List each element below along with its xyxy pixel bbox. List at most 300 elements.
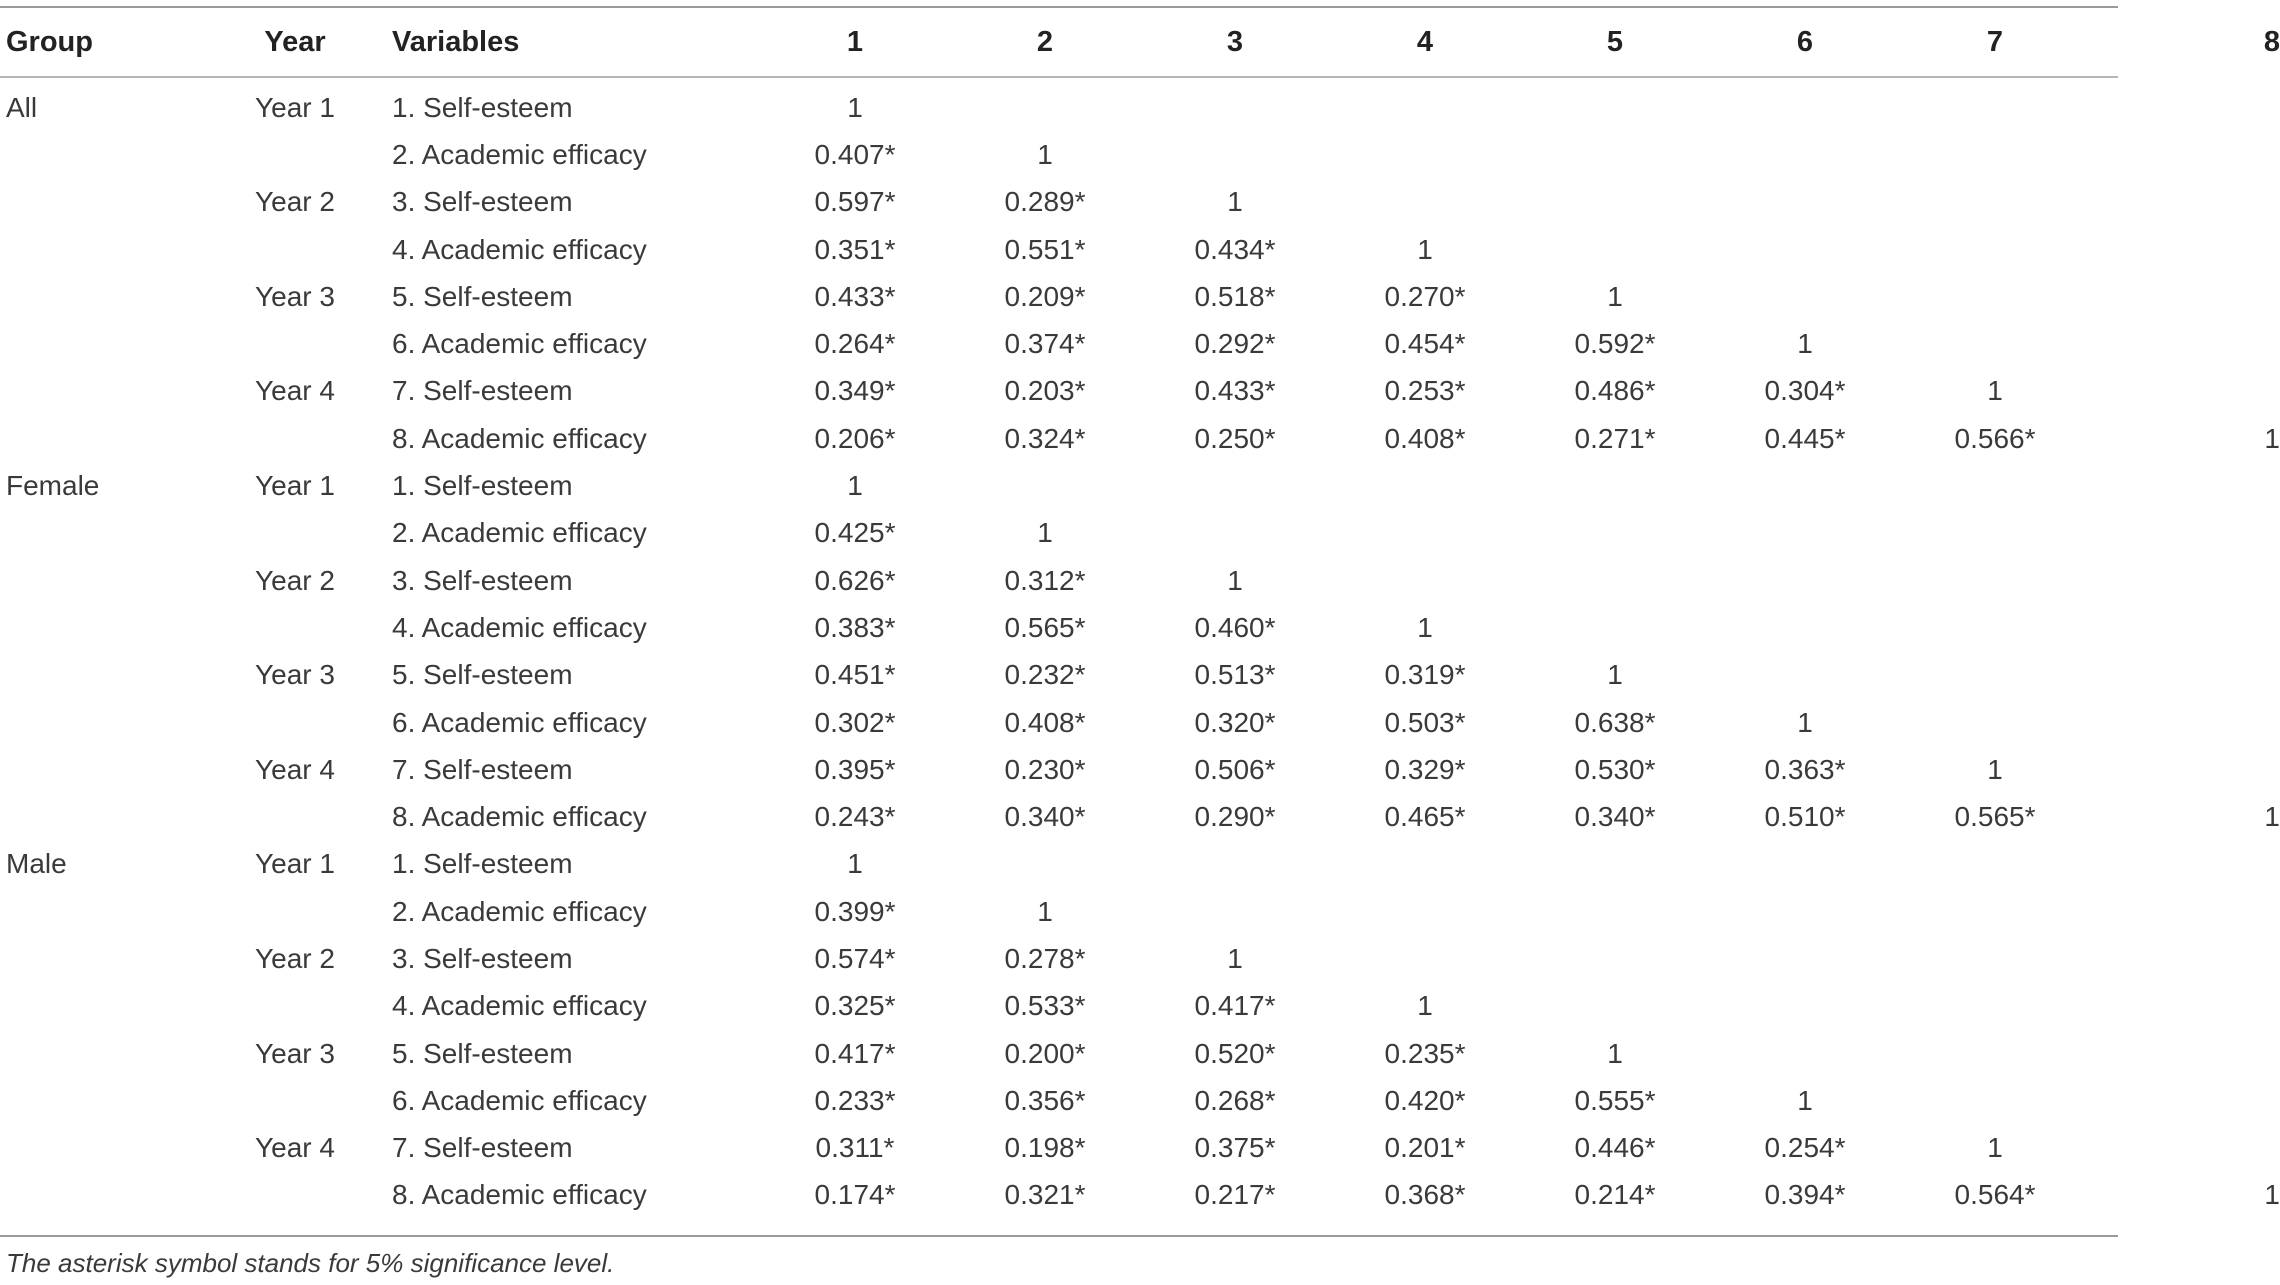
group-cell bbox=[0, 320, 200, 367]
header-col-8: 8 bbox=[2263, 25, 2280, 58]
table-row bbox=[0, 793, 2280, 840]
table-row bbox=[0, 604, 2280, 651]
correlation-cell: 1 bbox=[1607, 1037, 1623, 1069]
year-cell bbox=[200, 131, 390, 178]
correlation-cell bbox=[950, 76, 1140, 131]
correlation-cell bbox=[1520, 179, 1710, 226]
correlation-cell bbox=[1330, 462, 1520, 509]
correlation-cell: 0.203* bbox=[1004, 375, 1086, 407]
correlation-cell bbox=[1900, 273, 2090, 320]
year-cell: Year 2 bbox=[255, 942, 335, 974]
correlation-cell: 0.513* bbox=[1194, 659, 1276, 691]
correlation-cell: 0.311* bbox=[815, 1132, 895, 1164]
group-cell: Female bbox=[6, 470, 100, 502]
group-cell: Male bbox=[6, 848, 67, 880]
correlation-cell: 0.268* bbox=[1194, 1084, 1276, 1116]
correlation-cell bbox=[2090, 557, 2280, 604]
group-cell bbox=[0, 746, 200, 793]
correlation-cell bbox=[1140, 76, 1330, 131]
variable-cell: 2. Academic efficacy bbox=[392, 895, 647, 927]
correlation-cell: 0.510* bbox=[1764, 801, 1846, 833]
correlation-cell: 0.564* bbox=[1954, 1179, 2036, 1211]
correlation-cell bbox=[1520, 76, 1710, 131]
correlation-cell: 0.264* bbox=[814, 328, 896, 360]
correlation-cell bbox=[1900, 179, 2090, 226]
table-body bbox=[0, 76, 2280, 1219]
correlation-cell: 0.232* bbox=[1004, 659, 1086, 691]
correlation-cell bbox=[2090, 983, 2280, 1030]
year-cell: Year 2 bbox=[255, 564, 335, 596]
correlation-cell: 0.375* bbox=[1194, 1132, 1276, 1164]
group-cell bbox=[0, 557, 200, 604]
correlation-cell: 0.417* bbox=[1194, 990, 1276, 1022]
correlation-cell bbox=[1330, 76, 1520, 131]
correlation-cell bbox=[1520, 935, 1710, 982]
year-cell bbox=[200, 983, 390, 1030]
correlation-cell: 0.530* bbox=[1574, 753, 1656, 785]
year-cell bbox=[200, 699, 390, 746]
group-cell bbox=[0, 604, 200, 651]
correlation-cell bbox=[1710, 179, 1900, 226]
variable-cell: 1. Self-esteem bbox=[392, 848, 573, 880]
group-cell bbox=[0, 888, 200, 935]
variable-cell: 4. Academic efficacy bbox=[392, 233, 647, 265]
correlation-cell bbox=[2090, 746, 2280, 793]
correlation-cell: 1 bbox=[1227, 942, 1243, 974]
correlation-cell: 0.446* bbox=[1574, 1132, 1656, 1164]
correlation-cell: 1 bbox=[1227, 186, 1243, 218]
variable-cell: 5. Self-esteem bbox=[392, 659, 573, 691]
correlation-cell: 0.394* bbox=[1764, 1179, 1846, 1211]
correlation-cell bbox=[1520, 510, 1710, 557]
correlation-cell bbox=[1900, 462, 2090, 509]
table-row bbox=[0, 273, 2280, 320]
correlation-cell: 0.292* bbox=[1194, 328, 1276, 360]
correlation-cell: 1 bbox=[1987, 1132, 2003, 1164]
correlation-cell: 0.451* bbox=[814, 659, 896, 691]
group-cell bbox=[0, 652, 200, 699]
variable-cell: 6. Academic efficacy bbox=[392, 1084, 647, 1116]
correlation-cell: 0.503* bbox=[1384, 706, 1466, 738]
correlation-cell: 0.201* bbox=[1384, 1132, 1466, 1164]
year-cell bbox=[200, 1172, 390, 1219]
variable-cell: 1. Self-esteem bbox=[392, 470, 573, 502]
correlation-cell bbox=[2090, 131, 2280, 178]
group-cell bbox=[0, 699, 200, 746]
variable-cell: 5. Self-esteem bbox=[392, 1037, 573, 1069]
correlation-cell: 1 bbox=[1987, 753, 2003, 785]
group-cell bbox=[0, 368, 200, 415]
table-row bbox=[0, 76, 2280, 131]
group-cell bbox=[0, 273, 200, 320]
year-cell: Year 3 bbox=[255, 659, 335, 691]
group-cell bbox=[0, 1030, 200, 1077]
correlation-cell bbox=[2090, 935, 2280, 982]
correlation-cell bbox=[2090, 462, 2280, 509]
correlation-cell bbox=[1900, 983, 2090, 1030]
correlation-cell: 0.626* bbox=[814, 564, 896, 596]
correlation-cell: 0.217* bbox=[1194, 1179, 1276, 1211]
correlation-cell: 0.551* bbox=[1004, 233, 1086, 265]
correlation-cell bbox=[1330, 179, 1520, 226]
correlation-cell bbox=[1520, 604, 1710, 651]
correlation-cell: 0.445* bbox=[1764, 422, 1846, 454]
correlation-cell: 0.351* bbox=[814, 233, 896, 265]
table-row bbox=[0, 746, 2280, 793]
correlation-cell bbox=[1140, 131, 1330, 178]
correlation-cell bbox=[1140, 462, 1330, 509]
group-cell bbox=[0, 983, 200, 1030]
group-cell bbox=[0, 131, 200, 178]
correlation-cell: 0.319* bbox=[1384, 659, 1466, 691]
correlation-cell: 1 bbox=[847, 470, 863, 502]
correlation-cell bbox=[1900, 510, 2090, 557]
correlation-cell: 0.454* bbox=[1384, 328, 1466, 360]
year-cell: Year 3 bbox=[255, 280, 335, 312]
correlation-cell: 0.417* bbox=[814, 1037, 896, 1069]
correlation-cell: 0.198* bbox=[1004, 1132, 1086, 1164]
correlation-cell bbox=[2090, 179, 2280, 226]
header-year: Year bbox=[264, 25, 326, 58]
year-cell bbox=[200, 415, 390, 462]
correlation-cell: 0.235* bbox=[1384, 1037, 1466, 1069]
table-row bbox=[0, 179, 2280, 226]
year-cell bbox=[200, 1077, 390, 1124]
correlation-cell: 0.206* bbox=[814, 422, 896, 454]
correlation-cell: 0.304* bbox=[1764, 375, 1846, 407]
correlation-cell bbox=[1710, 76, 1900, 131]
variable-cell: 3. Self-esteem bbox=[392, 186, 573, 218]
correlation-cell: 0.340* bbox=[1004, 801, 1086, 833]
correlation-cell: 0.555* bbox=[1574, 1084, 1656, 1116]
correlation-cell: 1 bbox=[847, 91, 863, 123]
correlation-cell: 1 bbox=[2264, 422, 2280, 454]
correlation-cell: 0.638* bbox=[1574, 706, 1656, 738]
correlation-cell: 0.395* bbox=[814, 753, 896, 785]
correlation-cell: 0.408* bbox=[1384, 422, 1466, 454]
group-cell: All bbox=[6, 91, 38, 123]
correlation-cell: 1 bbox=[1417, 611, 1433, 643]
variable-cell: 2. Academic efficacy bbox=[392, 517, 647, 549]
correlation-cell bbox=[1900, 131, 2090, 178]
group-cell bbox=[0, 179, 200, 226]
correlation-cell: 0.520* bbox=[1194, 1037, 1276, 1069]
header-col-2: 2 bbox=[1036, 25, 1054, 58]
correlation-cell bbox=[1330, 841, 1520, 888]
correlation-cell bbox=[1900, 76, 2090, 131]
correlation-cell: 0.230* bbox=[1004, 753, 1086, 785]
correlation-cell bbox=[1330, 557, 1520, 604]
correlation-cell: 0.289* bbox=[1004, 186, 1086, 218]
correlation-cell: 0.408* bbox=[1004, 706, 1086, 738]
correlation-cell bbox=[1710, 131, 1900, 178]
correlation-cell: 1 bbox=[2264, 1179, 2280, 1211]
correlation-cell: 0.325* bbox=[814, 990, 896, 1022]
correlation-cell bbox=[1330, 935, 1520, 982]
correlation-cell: 0.574* bbox=[814, 942, 896, 974]
header-group: Group bbox=[6, 25, 93, 58]
correlation-cell bbox=[2090, 76, 2280, 131]
correlation-cell bbox=[2090, 604, 2280, 651]
correlation-cell: 0.506* bbox=[1194, 753, 1276, 785]
correlation-cell: 0.592* bbox=[1574, 328, 1656, 360]
correlation-cell bbox=[1710, 462, 1900, 509]
variable-cell: 7. Self-esteem bbox=[392, 753, 573, 785]
table-row bbox=[0, 415, 2280, 462]
variable-cell: 4. Academic efficacy bbox=[392, 611, 647, 643]
correlation-cell: 0.329* bbox=[1384, 753, 1466, 785]
correlation-cell: 0.270* bbox=[1384, 280, 1466, 312]
correlation-cell: 1 bbox=[1987, 375, 2003, 407]
year-cell: Year 1 bbox=[255, 91, 335, 123]
correlation-cell: 1 bbox=[1227, 564, 1243, 596]
table-row bbox=[0, 841, 2280, 888]
correlation-cell: 0.433* bbox=[1194, 375, 1276, 407]
correlation-cell: 0.465* bbox=[1384, 801, 1466, 833]
correlation-cell bbox=[1900, 320, 2090, 367]
correlation-cell bbox=[950, 462, 1140, 509]
variable-cell: 3. Self-esteem bbox=[392, 942, 573, 974]
correlation-cell: 0.565* bbox=[1954, 801, 2036, 833]
correlation-cell bbox=[1900, 699, 2090, 746]
correlation-cell: 0.243* bbox=[814, 801, 896, 833]
year-cell: Year 1 bbox=[255, 848, 335, 880]
correlation-cell: 1 bbox=[1417, 233, 1433, 265]
correlation-cell bbox=[1710, 557, 1900, 604]
correlation-cell: 0.356* bbox=[1004, 1084, 1086, 1116]
group-cell bbox=[0, 935, 200, 982]
correlation-cell bbox=[1140, 510, 1330, 557]
table-row bbox=[0, 226, 2280, 273]
correlation-cell: 0.566* bbox=[1954, 422, 2036, 454]
correlation-cell: 1 bbox=[1037, 517, 1053, 549]
variable-cell: 2. Academic efficacy bbox=[392, 138, 647, 170]
correlation-cell bbox=[2090, 273, 2280, 320]
correlation-cell bbox=[1710, 226, 1900, 273]
correlation-cell: 1 bbox=[1797, 706, 1813, 738]
correlation-cell: 0.374* bbox=[1004, 328, 1086, 360]
correlation-cell: 0.320* bbox=[1194, 706, 1276, 738]
correlation-cell bbox=[2090, 368, 2280, 415]
table-row bbox=[0, 888, 2280, 935]
correlation-cell: 0.340* bbox=[1574, 801, 1656, 833]
correlation-cell bbox=[1900, 226, 2090, 273]
year-cell: Year 4 bbox=[255, 1132, 335, 1164]
correlation-cell bbox=[2090, 888, 2280, 935]
correlation-cell bbox=[2090, 652, 2280, 699]
group-cell bbox=[0, 793, 200, 840]
correlation-cell bbox=[1520, 226, 1710, 273]
correlation-cell: 0.312* bbox=[1004, 564, 1086, 596]
correlation-cell: 1 bbox=[1797, 328, 1813, 360]
year-cell: Year 3 bbox=[255, 1037, 335, 1069]
year-cell: Year 2 bbox=[255, 186, 335, 218]
correlation-cell bbox=[1520, 888, 1710, 935]
correlation-cell: 1 bbox=[1037, 138, 1053, 170]
correlation-cell bbox=[1900, 557, 2090, 604]
year-cell bbox=[200, 510, 390, 557]
correlation-cell: 0.321* bbox=[1004, 1179, 1086, 1211]
correlation-cell: 0.250* bbox=[1194, 422, 1276, 454]
correlation-cell bbox=[2090, 320, 2280, 367]
header-col-1: 1 bbox=[846, 25, 864, 58]
correlation-cell bbox=[1710, 888, 1900, 935]
correlation-cell bbox=[1520, 557, 1710, 604]
correlation-cell: 0.209* bbox=[1004, 280, 1086, 312]
variable-cell: 7. Self-esteem bbox=[392, 1132, 573, 1164]
variable-cell: 4. Academic efficacy bbox=[392, 990, 647, 1022]
correlation-cell bbox=[1710, 841, 1900, 888]
correlation-cell bbox=[1140, 841, 1330, 888]
correlation-cell: 0.420* bbox=[1384, 1084, 1466, 1116]
correlation-table bbox=[0, 8, 2280, 1219]
correlation-cell: 1 bbox=[1797, 1084, 1813, 1116]
correlation-cell bbox=[1900, 1030, 2090, 1077]
year-cell bbox=[200, 226, 390, 273]
table-row bbox=[0, 1172, 2280, 1219]
correlation-cell bbox=[1140, 888, 1330, 935]
correlation-cell: 0.349* bbox=[814, 375, 896, 407]
correlation-cell: 0.290* bbox=[1194, 801, 1276, 833]
table-row bbox=[0, 1077, 2280, 1124]
group-cell bbox=[0, 1172, 200, 1219]
correlation-cell bbox=[1710, 1030, 1900, 1077]
table-row bbox=[0, 368, 2280, 415]
table-row bbox=[0, 131, 2280, 178]
correlation-cell bbox=[2090, 1125, 2280, 1172]
correlation-cell: 1 bbox=[2264, 801, 2280, 833]
correlation-cell bbox=[2090, 510, 2280, 557]
table-row bbox=[0, 320, 2280, 367]
variable-cell: 6. Academic efficacy bbox=[392, 706, 647, 738]
correlation-cell: 0.368* bbox=[1384, 1179, 1466, 1211]
correlation-cell bbox=[1710, 983, 1900, 1030]
correlation-cell bbox=[2090, 1030, 2280, 1077]
table-footnote: The asterisk symbol stands for 5% significance level. bbox=[6, 1248, 615, 1278]
group-cell bbox=[0, 510, 200, 557]
correlation-cell: 1 bbox=[1417, 990, 1433, 1022]
variable-cell: 8. Academic efficacy bbox=[392, 422, 647, 454]
correlation-cell bbox=[1520, 983, 1710, 1030]
correlation-cell: 0.253* bbox=[1384, 375, 1466, 407]
correlation-cell: 0.407* bbox=[814, 138, 896, 170]
correlation-cell: 0.233* bbox=[814, 1084, 896, 1116]
table-row bbox=[0, 557, 2280, 604]
year-cell bbox=[200, 320, 390, 367]
correlation-cell: 0.363* bbox=[1764, 753, 1846, 785]
variable-cell: 5. Self-esteem bbox=[392, 280, 573, 312]
correlation-cell bbox=[1900, 604, 2090, 651]
table-row bbox=[0, 1030, 2280, 1077]
correlation-cell bbox=[1520, 131, 1710, 178]
correlation-cell: 1 bbox=[1037, 895, 1053, 927]
table-header bbox=[0, 8, 2280, 76]
header-col-5: 5 bbox=[1606, 25, 1624, 58]
variable-cell: 7. Self-esteem bbox=[392, 375, 573, 407]
correlation-cell bbox=[1900, 935, 2090, 982]
year-cell bbox=[200, 888, 390, 935]
correlation-cell bbox=[1710, 604, 1900, 651]
correlation-cell bbox=[950, 841, 1140, 888]
correlation-cell: 1 bbox=[1607, 659, 1623, 691]
table-row bbox=[0, 510, 2280, 557]
correlation-cell: 0.200* bbox=[1004, 1037, 1086, 1069]
correlation-cell bbox=[1330, 510, 1520, 557]
group-cell bbox=[0, 415, 200, 462]
variable-cell: 8. Academic efficacy bbox=[392, 1179, 647, 1211]
correlation-cell bbox=[2090, 699, 2280, 746]
header-variables: Variables bbox=[392, 25, 520, 58]
correlation-cell: 0.302* bbox=[814, 706, 896, 738]
correlation-cell bbox=[1900, 841, 2090, 888]
year-cell: Year 4 bbox=[255, 375, 335, 407]
variable-cell: 6. Academic efficacy bbox=[392, 328, 647, 360]
correlation-cell: 0.597* bbox=[814, 186, 896, 218]
correlation-cell: 0.434* bbox=[1194, 233, 1276, 265]
group-cell bbox=[0, 1125, 200, 1172]
correlation-cell: 0.174* bbox=[814, 1179, 896, 1211]
correlation-cell: 0.383* bbox=[814, 611, 896, 643]
variable-cell: 1. Self-esteem bbox=[392, 91, 573, 123]
group-cell bbox=[0, 226, 200, 273]
correlation-cell bbox=[1900, 652, 2090, 699]
correlation-cell: 0.433* bbox=[814, 280, 896, 312]
correlation-cell bbox=[1710, 652, 1900, 699]
variable-cell: 8. Academic efficacy bbox=[392, 801, 647, 833]
year-cell: Year 1 bbox=[255, 470, 335, 502]
correlation-cell: 1 bbox=[847, 848, 863, 880]
correlation-cell bbox=[1900, 888, 2090, 935]
correlation-cell bbox=[1900, 1077, 2090, 1124]
correlation-cell bbox=[1520, 841, 1710, 888]
correlation-cell: 0.214* bbox=[1574, 1179, 1656, 1211]
correlation-cell bbox=[1330, 131, 1520, 178]
correlation-cell: 1 bbox=[1607, 280, 1623, 312]
table-row bbox=[0, 652, 2280, 699]
correlation-cell: 0.460* bbox=[1194, 611, 1276, 643]
correlation-cell bbox=[1330, 888, 1520, 935]
table-row bbox=[0, 983, 2280, 1030]
header-col-7: 7 bbox=[1986, 25, 2004, 58]
correlation-cell bbox=[1710, 510, 1900, 557]
correlation-cell: 0.254* bbox=[1764, 1132, 1846, 1164]
correlation-cell: 0.518* bbox=[1194, 280, 1276, 312]
correlation-cell bbox=[1520, 462, 1710, 509]
correlation-cell: 0.533* bbox=[1004, 990, 1086, 1022]
correlation-cell bbox=[1710, 273, 1900, 320]
correlation-cell bbox=[1710, 935, 1900, 982]
correlation-cell bbox=[2090, 841, 2280, 888]
table-row bbox=[0, 1125, 2280, 1172]
correlation-cell: 0.399* bbox=[814, 895, 896, 927]
table-row bbox=[0, 462, 2280, 509]
header-col-4: 4 bbox=[1416, 25, 1434, 58]
correlation-cell: 0.278* bbox=[1004, 942, 1086, 974]
variable-cell: 3. Self-esteem bbox=[392, 564, 573, 596]
header-col-3: 3 bbox=[1226, 25, 1244, 58]
correlation-cell: 0.486* bbox=[1574, 375, 1656, 407]
correlation-cell: 0.271* bbox=[1574, 422, 1656, 454]
table-bottom-rule bbox=[0, 1235, 2118, 1237]
header-col-6: 6 bbox=[1796, 25, 1814, 58]
correlation-cell bbox=[2090, 226, 2280, 273]
correlation-cell: 0.425* bbox=[814, 517, 896, 549]
group-cell bbox=[0, 1077, 200, 1124]
year-cell bbox=[200, 793, 390, 840]
year-cell bbox=[200, 604, 390, 651]
table-row bbox=[0, 935, 2280, 982]
header-row bbox=[0, 8, 2280, 76]
